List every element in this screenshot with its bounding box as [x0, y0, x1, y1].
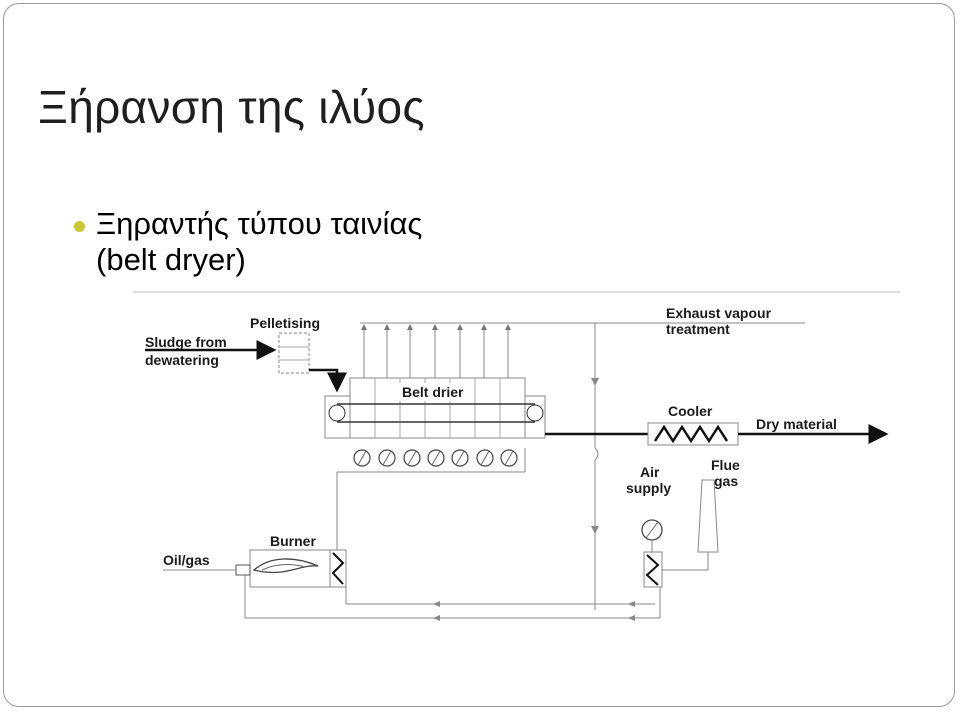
bullet-line-2: (belt dryer)	[96, 242, 246, 277]
bullet-icon	[74, 221, 85, 232]
label-air-line1: Air	[640, 464, 660, 480]
recirculation-duct	[595, 323, 598, 610]
belt-roller-left	[329, 405, 345, 421]
label-oil-gas: Oil/gas	[163, 552, 210, 568]
label-flue-line1: Flue	[711, 457, 740, 473]
left-arrow-icon	[628, 601, 635, 607]
flue-gas-stack	[698, 480, 718, 552]
slide-title: Ξήρανση της ιλύος	[38, 81, 425, 133]
pelletising-unit	[279, 333, 309, 373]
label-belt-drier: Belt drier	[402, 384, 464, 400]
label-sludge-line2: dewatering	[145, 352, 219, 368]
label-exhaust-line1: Exhaust vapour	[666, 305, 772, 321]
label-flue-line2: gas	[714, 473, 739, 489]
left-arrow-icon	[433, 601, 440, 607]
burner-nozzle	[236, 565, 250, 575]
label-cooler: Cooler	[668, 403, 713, 419]
exhaust-risers	[364, 325, 508, 378]
label-sludge-line1: Sludge from	[145, 334, 227, 350]
belt-roller-right	[527, 405, 543, 421]
belt-dryer-diagram	[130, 288, 905, 628]
left-arrow-icon	[628, 615, 635, 621]
label-air-line2: supply	[626, 480, 672, 496]
label-dry-material: Dry material	[756, 416, 837, 432]
down-arrow-icon	[591, 378, 599, 386]
down-arrow-icon	[591, 526, 599, 534]
label-burner: Burner	[270, 533, 316, 549]
cooler-unit	[648, 423, 738, 445]
pellet-feed-arrow	[309, 370, 337, 390]
label-pelletising: Pelletising	[250, 315, 321, 331]
bullet-line-1: Ξηραντής τύπου ταινίας	[96, 206, 423, 241]
left-arrow-icon	[433, 615, 440, 621]
label-exhaust-line2: treatment	[666, 321, 730, 337]
bullet-text	[96, 206, 422, 278]
